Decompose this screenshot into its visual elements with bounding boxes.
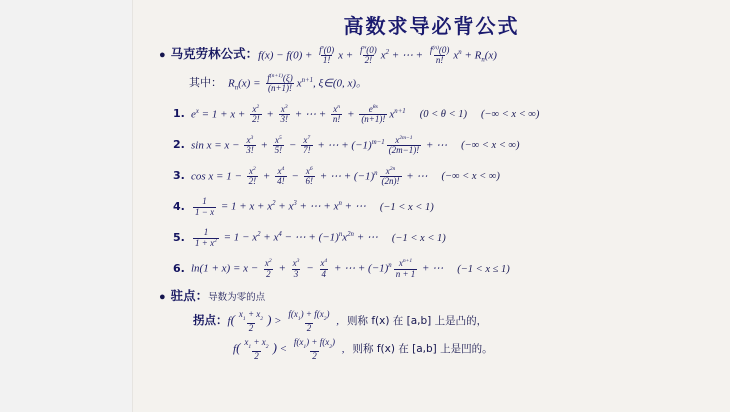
document-body: [133, 46, 730, 361]
section-critical-points: [159, 289, 708, 361]
convex-formula: f( $\frac{x_1 + x_2}{2}$ ) > $\frac{f(x_1) + f(x_2)}{2}$ ,: [227, 308, 340, 333]
maclaurin-formula: f(x) − f(0) + $\frac{f'(0)}{1!}$ x + $\frac{f''(0)}{2!}$ $x^2$ + ⋯ + $\frac{f^{(n)}(0)}{n!}$ $x^n + R_n(x)$: [258, 45, 497, 66]
page-title: 高数求导必背公式: [343, 14, 520, 38]
formula-item-3: [173, 167, 708, 187]
formula-expression: ln(1 + x) = x − $\frac{x^2}{2}$ + $\frac{x^3}{3}$ − $\frac{x^4}{4}$ + ⋯ + $(-1)^n$ $\frac{x^{n+1}}{n + 1}$ + ⋯: [191, 258, 444, 279]
formula-range: (−1 < x ≤ 1): [457, 263, 510, 275]
formula-number: 3.: [173, 168, 185, 182]
maclaurin-heading: 马克劳林公式：: [170, 46, 259, 62]
stationary-point-description: 导数为零的点: [208, 292, 266, 303]
formula-range: (−1 < x < 1): [379, 201, 434, 213]
formula-expression: $\frac{1}{1 + x^2}$ = $1 - x^2 + x^4$ − ⋯ + $(-1)^nx^{2n}$ + ⋯: [195, 227, 378, 248]
stationary-point-term: 驻点：: [170, 288, 209, 303]
bullet-icon: ●: [159, 49, 166, 62]
formula-item-6: [173, 259, 708, 279]
formula-range: (−1 < x < 1): [391, 232, 446, 244]
concave-row: [233, 338, 708, 361]
formula-expression: $e^x = 1 + x$ + $\frac{x^2}{2!}$ + $\frac{x^3}{3!}$ + ⋯ + $\frac{x^n}{n!}$ + $\frac{e^{\theta x}}{(n+1)!}$ $x^{n+1}$: [191, 103, 406, 125]
formula-range: (−∞ < x < ∞): [461, 140, 520, 152]
page-margin-left: [0, 0, 133, 412]
bullet-icon: ●: [159, 291, 166, 303]
formula-item-1: [173, 105, 708, 125]
formula-expression: sin x = x − $\frac{x^3}{3!}$ + $\frac{x^5}{5!}$ − $\frac{x^7}{7!}$ + ⋯ + $(-1)^{m-1}$ $\frac{x^{2m-1}}{(2m-1)!}$ + ⋯: [191, 134, 448, 156]
remainder-label: 其中：: [189, 76, 222, 90]
remainder-formula: $R_n(x)$ = $\frac{f^{(n+1)}(\xi)}{(n+1)!}$ $x^{n+1}$, ξ∈(0, x)。: [228, 72, 368, 94]
document-page: [133, 0, 730, 412]
formula-condition: (0 < θ < 1): [419, 109, 468, 121]
stationary-point-row: [159, 289, 708, 304]
formula-item-2: [173, 136, 708, 156]
formula-item-4: [173, 197, 708, 217]
formula-number: 6.: [173, 261, 185, 275]
convex-description: 则称 f(x) 在 [a,b] 上是凸的，: [347, 314, 488, 327]
formula-number: 2.: [173, 138, 185, 152]
formula-number: 4.: [173, 199, 185, 213]
concave-description: 则称 f(x) 在 [a,b] 上是凹的。: [352, 343, 493, 356]
formula-expression: $\frac{1}{1 - x}$ = $1 + x + x^2 + x^3$ + ⋯ + $x^n$ + ⋯: [195, 196, 366, 217]
formula-item-5: [173, 228, 708, 248]
concave-formula: f( $\frac{x_1 + x_2}{2}$ ) < $\frac{f(x_1) + f(x_2)}{2}$ ,: [233, 337, 345, 361]
inflection-point-row: [193, 310, 708, 333]
formula-range: (−∞ < x < ∞): [481, 109, 540, 121]
inflection-point-term: 拐点：: [193, 312, 228, 327]
formula-range: (−∞ < x < ∞): [441, 170, 500, 182]
formula-expression: cos x = 1 − $\frac{x^2}{2!}$ + $\frac{x^4}{4!}$ − $\frac{x^6}{6!}$ + ⋯ + $(-1)^n$ $\frac{x^{2n}}{(2n)!}$ + ⋯: [191, 165, 428, 186]
section-maclaurin: [159, 46, 708, 66]
formula-number: 1.: [173, 107, 185, 121]
maclaurin-remainder: [189, 74, 708, 94]
formula-number: 5.: [173, 230, 185, 244]
